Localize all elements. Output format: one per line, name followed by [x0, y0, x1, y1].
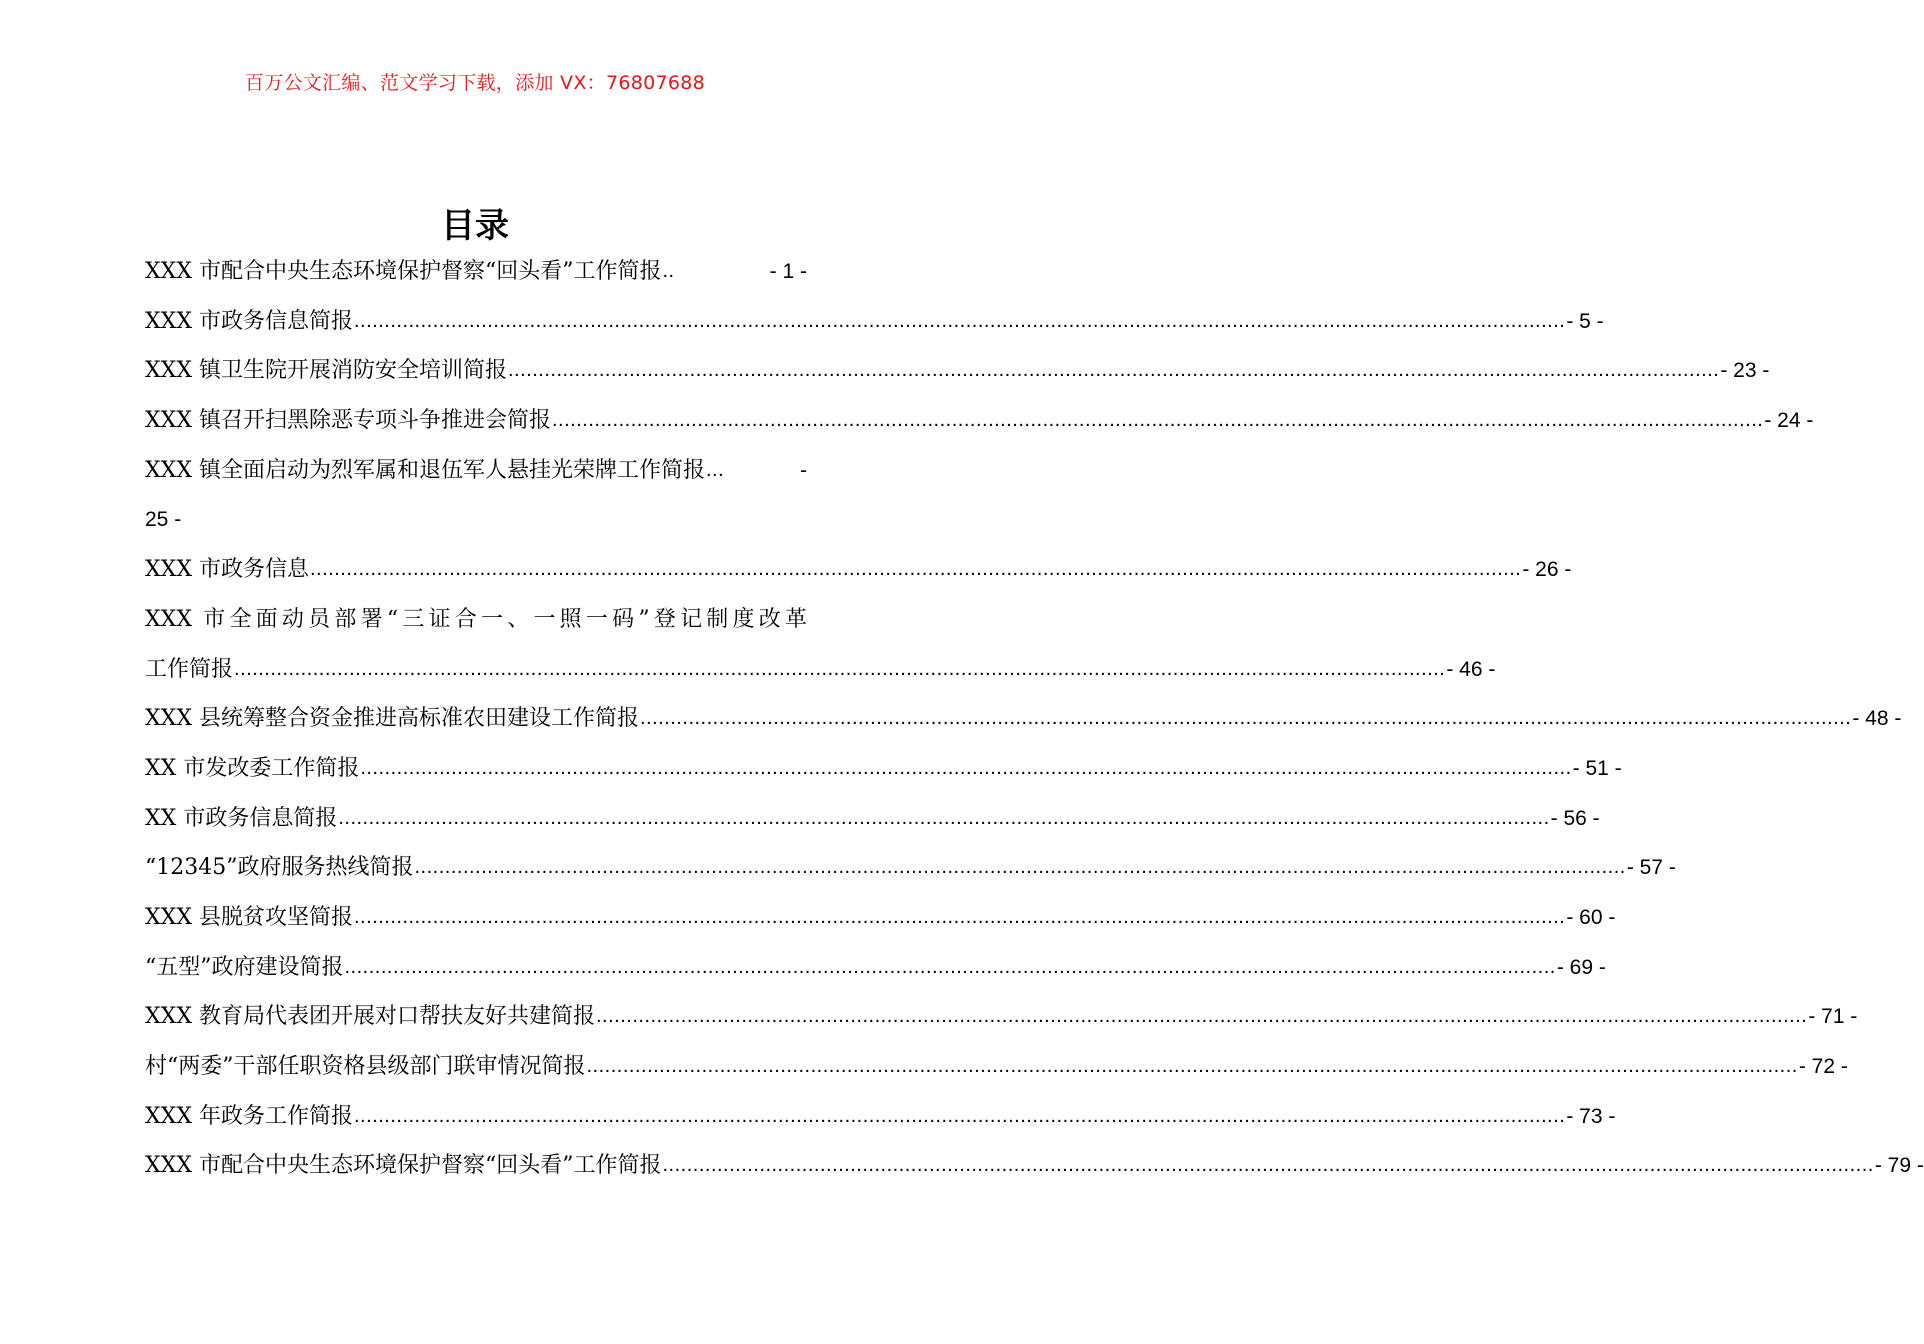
dot-leader: ........................................................................................................................................................................................................ [309, 558, 1522, 581]
header-banner: 百万公文汇编、范文学习下载，添加 VX：76807688 [244, 72, 706, 94]
toc-entry-title: “五型”政府建设简报 [145, 954, 344, 980]
toc-entry-page: - 56 - [1550, 806, 1600, 830]
toc-entry[interactable] [145, 1092, 1616, 1142]
toc-entry-page: - 26 - [1522, 558, 1572, 582]
toc-entry-title: 村“两委”干部任职资格县级部门联审情况简报 [145, 1054, 586, 1079]
toc-entry-title: XX 市政务信息简报 [145, 805, 338, 831]
dot-leader: ........................................................................................................................................................................................................ [586, 1055, 1798, 1077]
toc-entry-page: - 79 - [1874, 1154, 1924, 1178]
toc-entry-page-continued: 25 - [145, 508, 182, 532]
toc-entry-title: XXX 县脱贫攻坚简报 [145, 904, 353, 930]
toc-entry-title: XXX 市配合中央生态环境保护督察“回头看”工作简报 [145, 1153, 662, 1179]
toc-entry-title: XXX 镇全面启动为烈军属和退伍军人悬挂光荣牌工作简报 [145, 457, 705, 483]
toc-entry[interactable] [145, 843, 1676, 893]
toc-entry-page: - 24 - [1764, 409, 1814, 433]
toc-entry-title: XXX 镇召开扫黑除恶专项斗争推进会简报 [145, 408, 551, 434]
dot-leader: ........................................................................................................................................................................................................ [353, 905, 1566, 928]
dot-leader: ........................................................................................................................................................................................................ [639, 707, 1852, 730]
toc-entry[interactable] [145, 1042, 1848, 1092]
toc-entry-page: - 5 - [1566, 309, 1604, 333]
dot-leader: .. [662, 260, 675, 282]
toc-entry-title: “12345”政府服务热线简报 [145, 855, 414, 881]
toc-entry[interactable] [145, 794, 1600, 844]
toc-entry[interactable] [145, 545, 1572, 595]
toc-entry-page: - 23 - [1720, 359, 1770, 383]
toc-entry-title: XX 市发改委工作简报 [145, 755, 360, 781]
toc-entry-page: - [800, 458, 807, 482]
toc-entry-title: XXX 镇卫生院开展消防安全培训简报 [145, 358, 507, 384]
toc-entry-title: XXX 县统筹整合资金推进高标准农田建设工作简报 [145, 706, 639, 732]
dot-leader: ........................................................................................................................................................................................................ [234, 657, 1446, 680]
dot-leader: ........................................................................................................................................................................................................ [551, 409, 1764, 432]
table-of-contents [145, 247, 1924, 1191]
toc-entry-title-continued: 工作简报 [145, 656, 234, 682]
toc-entry-title: XXX 市政务信息 [145, 557, 309, 583]
dot-leader: ........................................................................................................................................................................................................ [507, 359, 1720, 382]
toc-entry-page: - 60 - [1566, 905, 1616, 929]
dot-leader: ........................................................................................................................................................................................................ [338, 806, 1550, 829]
toc-entry[interactable] [145, 595, 1496, 694]
dot-leader: ........................................................................................................................................................................................................ [662, 1154, 1874, 1177]
toc-entry[interactable] [145, 396, 1814, 446]
toc-entry-title: XXX 市配合中央生态环境保护督察“回头看”工作简报 [145, 259, 662, 284]
toc-entry[interactable] [145, 297, 1604, 347]
toc-entry[interactable] [145, 1141, 1924, 1191]
toc-entry-page: - 69 - [1556, 955, 1606, 979]
toc-entry-page: - 57 - [1626, 856, 1676, 880]
dot-leader: ........................................................................................................................................................................................................ [353, 1104, 1566, 1127]
toc-entry-page: - 72 - [1798, 1055, 1848, 1078]
toc-entry-page: - 1 - [769, 260, 807, 283]
toc-entry-page: - 46 - [1446, 657, 1496, 681]
toc-entry[interactable] [145, 446, 807, 545]
toc-entry[interactable] [145, 992, 1858, 1042]
toc-entry[interactable] [145, 346, 1770, 396]
toc-entry-page: - 51 - [1572, 756, 1622, 780]
dot-leader: ........................................................................................................................................................................................................ [414, 856, 1626, 879]
dot-leader: ........................................................................................................................................................................................................ [595, 1005, 1808, 1028]
toc-entry[interactable] [145, 744, 1622, 794]
toc-entry[interactable] [145, 893, 1616, 943]
toc-entry[interactable] [145, 247, 807, 297]
toc-entry-title: XXX 年政务工作简报 [145, 1103, 353, 1129]
toc-title: 目录 [441, 206, 509, 246]
toc-entry-title: XXX 市全面动员部署“三证合一、一照一码”登记制度改革 [145, 606, 807, 632]
toc-entry-title: XXX 市政务信息简报 [145, 308, 353, 334]
dot-leader: ........................................................................................................................................................................................................ [344, 955, 1556, 978]
toc-entry-page: - 73 - [1566, 1104, 1616, 1128]
toc-entry-page: - 48 - [1852, 707, 1902, 731]
toc-entry[interactable] [145, 694, 1902, 744]
dot-leader: ... [705, 458, 725, 481]
dot-leader: ........................................................................................................................................................................................................ [360, 756, 1572, 779]
dot-leader: ........................................................................................................................................................................................................ [353, 309, 1566, 332]
toc-entry-title: XXX 教育局代表团开展对口帮扶友好共建简报 [145, 1004, 595, 1030]
toc-entry[interactable] [145, 943, 1606, 993]
toc-entry-page: - 71 - [1808, 1005, 1858, 1029]
